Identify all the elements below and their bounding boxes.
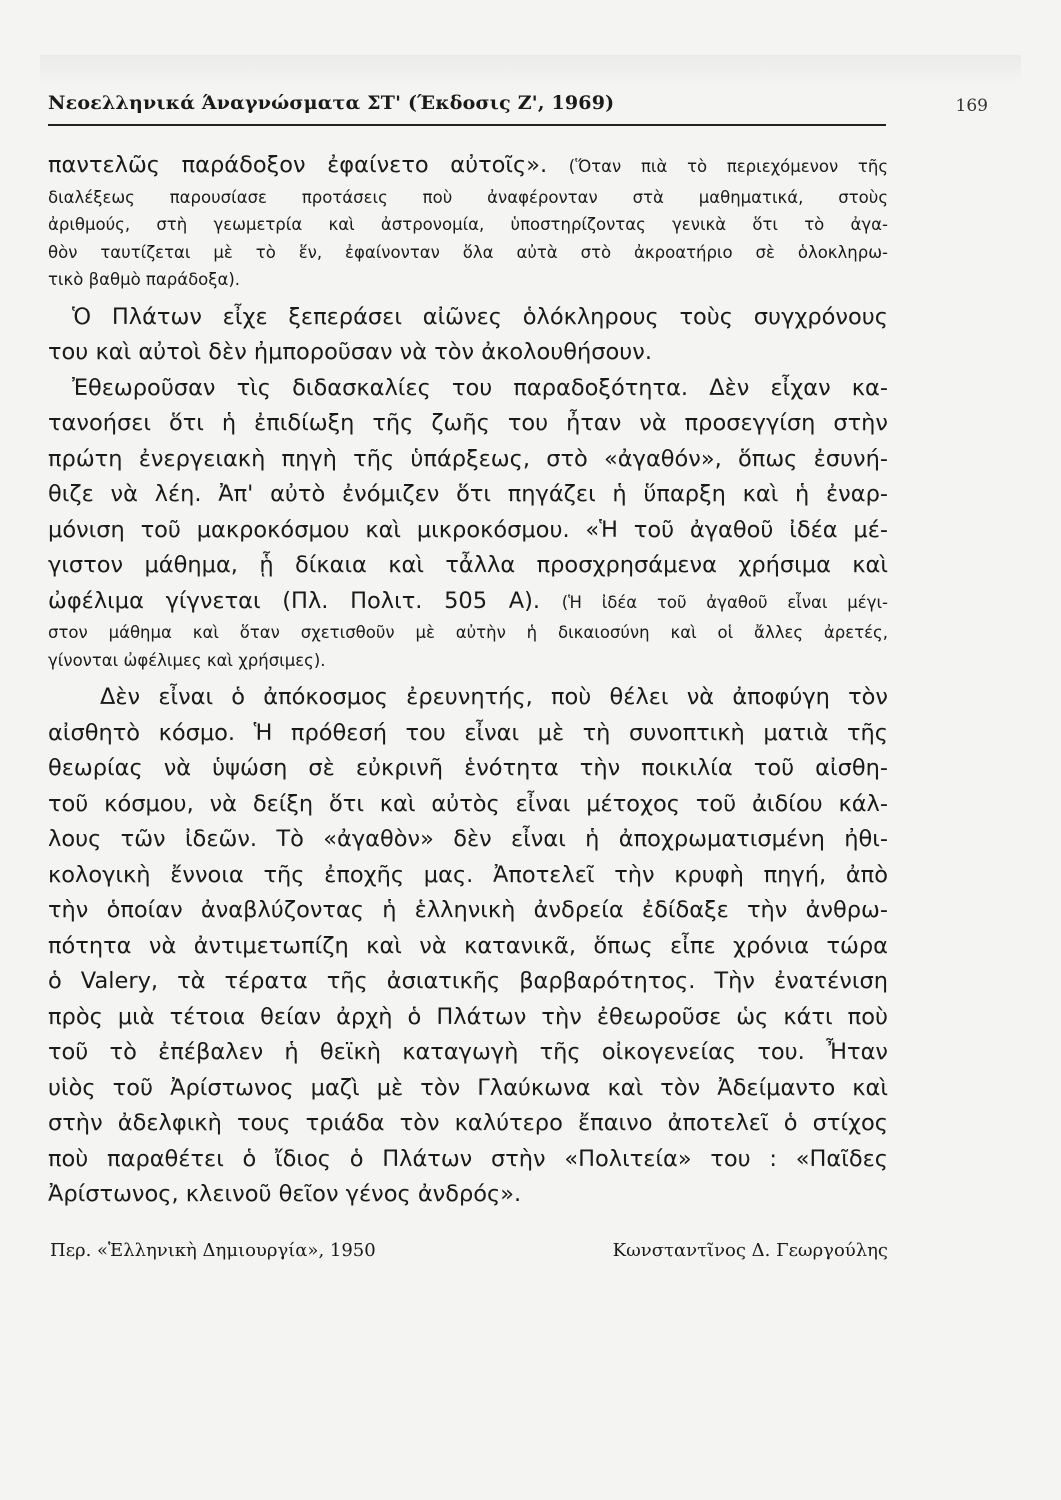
text-line: αἰσθητὸ κόσμο. Ἡ πρόθεσή του εἶναι μὲ τὴ συνοπτικὴ ματιὰ τῆς <box>48 719 888 746</box>
text-line: πρὸς μιὰ τέτοια θείαν ἀρχὴ ὁ Πλάτων τὴν ἐθεωροῦσε ὡς κάτι ποὺ <box>48 1003 888 1030</box>
body-text <box>48 148 888 1213</box>
footer <box>50 1240 888 1270</box>
running-header-title: Νεοελληνικά Άναγνώσματα ΣΤ' (Έκδοσις Ζ', 1969) <box>48 92 615 114</box>
running-header <box>48 92 988 122</box>
text-line: γίνονται ὠφέλιμες καὶ χρήσιμες). <box>48 650 326 670</box>
text-line: τοῦ τὸ ἐπέβαλεν ἡ θεϊκὴ καταγωγὴ τῆς οἰκογενείας του. Ἦταν <box>48 1039 888 1065</box>
text-line: τανοήσει ὅτι ἡ ἐπιδίωξη τῆς ζωῆς του ἦταν νὰ προσεγγίση στὴν <box>48 410 888 436</box>
text-line: τοῦ κόσμου, νὰ δείξη ὅτι καὶ αὐτὸς εἶναι μέτοχος τοῦ ἀιδίου κάλ- <box>48 790 888 817</box>
show-through-shadow <box>40 55 1021 85</box>
text-line: γιστον μάθημα, ᾗ δίκαια καὶ τἆλλα προσχρησάμενα χρήσιμα καὶ <box>48 552 888 578</box>
author-name: Κωνσταντῖνος Δ. Γεωργούλης <box>612 1240 888 1261</box>
text-line: ποὺ παραθέτει ὁ ἴδιος ὁ Πλάτων στὴν «Πολιτεία» του : «Παῖδες <box>48 1145 888 1172</box>
text-line: παντελῶς παράδοξον ἐφαίνετο αὐτοῖς». (Ὅταν πιὰ τὸ περιεχόμενον τῆς <box>48 152 888 178</box>
text-line: στὴν ἀδελφικὴ τους τριάδα τὸν καλύτερο ἔπαινο ἀποτελεῖ ὁ στίχος <box>48 1110 888 1136</box>
text-line: στον μάθημα καὶ ὅταν σχετισθοῦν μὲ αὐτὴν ἡ δικαιοσύνη καὶ οἱ ἄλλες ἀρετές, <box>48 623 888 642</box>
text-line: θὸν ταυτίζεται μὲ τὸ ἕν, ἐφαίνονταν ὅλα αὐτὰ στὸ ἀκροατήριο σὲ ὁλοκληρω- <box>48 242 888 262</box>
text-line: τικὸ βαθμὸ παράδοξα). <box>48 270 241 289</box>
page-number: 169 <box>955 96 988 116</box>
text-line: λους τῶν ἰδεῶν. Τὸ «ἀγαθὸν» δὲν εἶναι ἡ ἀποχρωματισμένη ἠθι- <box>48 826 888 852</box>
text-line: πότητα νὰ ἀντιμετωπίζη καὶ νὰ κατανικᾶ, ὅπως εἶπε χρόνια τώρα <box>48 932 888 959</box>
text-line: κολογικὴ ἔννοια τῆς ἐποχῆς μας. Ἀποτελεῖ τὴν κρυφὴ πηγή, ἀπὸ <box>48 861 888 888</box>
text-line: τὴν ὁποίαν ἀναβλύζοντας ἡ ἑλληνικὴ ἀνδρεία ἐδίδαξε τὴν ἀνθρω- <box>48 897 888 923</box>
text-line: υἱὸς τοῦ Ἀρίστωνος μαζὶ μὲ τὸν Γλαύκωνα καὶ τὸν Ἀδείμαντο καὶ <box>48 1074 888 1101</box>
header-rule <box>48 124 886 126</box>
text-line: μόνιση τοῦ μακροκόσμου καὶ μικροκόσμου. «Ἡ τοῦ ἀγαθοῦ ἰδέα μέ- <box>48 516 888 543</box>
source-citation: Περ. «Ἑλληνικὴ Δημιουργία», 1950 <box>50 1240 376 1261</box>
text-line: Ἐθεωροῦσαν τὶς διδασκαλίες του παραδοξότητα. Δὲν εἶχαν κα- <box>72 374 888 401</box>
text-line: Ὁ Πλάτων εἶχε ξεπεράσει αἰῶνες ὁλόκληρους τοὺς συγχρόνους <box>72 303 888 330</box>
text-line: θιζε νὰ λέη. Ἀπ' αὐτὸ ἐνόμιζεν ὅτι πηγάζει ἡ ὕπαρξη καὶ ἡ ἐναρ- <box>48 481 888 507</box>
text-line: του καὶ αὐτοὶ δὲν ἠμποροῦσαν νὰ τὸν ἀκολουθήσουν. <box>48 339 653 365</box>
text-line: θεωρίας νὰ ὑψώση σὲ εὐκρινῆ ἑνότητα τὴν ποικιλία τοῦ αἰσθη- <box>48 755 888 781</box>
text-line: Ἀρίστωνος, κλεινοῦ θεῖον γένος ἀνδρός». <box>48 1181 522 1207</box>
text-line: ὁ Valery, τὰ τέρατα τῆς ἀσιατικῆς βαρβαρότητος. Τὴν ἐνατένιση <box>48 968 888 994</box>
text-line: ἀριθμούς, στὴ γεωμετρία καὶ ἀστρονομία, ὑποστηρίζοντας γενικὰ ὅτι τὸ ἀγα- <box>48 215 888 234</box>
text-line: πρώτη ἐνεργειακὴ πηγὴ τῆς ὑπάρξεως, στὸ «ἀγαθόν», ὅπως ἐσυνή- <box>48 445 888 472</box>
text-line: διαλέξεως παρουσίασε προτάσεις ποὺ ἀναφέρονταν στὰ μαθηματικά, στοὺς <box>48 187 888 207</box>
text-line: ὠφέλιμα γίγνεται (Πλ. Πολιτ. 505 Α). (Ἡ ἰδέα τοῦ ἀγαθοῦ εἶναι μέγι- <box>48 587 888 614</box>
text-line: Δὲν εἶναι ὁ ἀπόκοσμος ἐρευνητής, ποὺ θέλει νὰ ἀποφύγη τὸν <box>100 684 888 710</box>
